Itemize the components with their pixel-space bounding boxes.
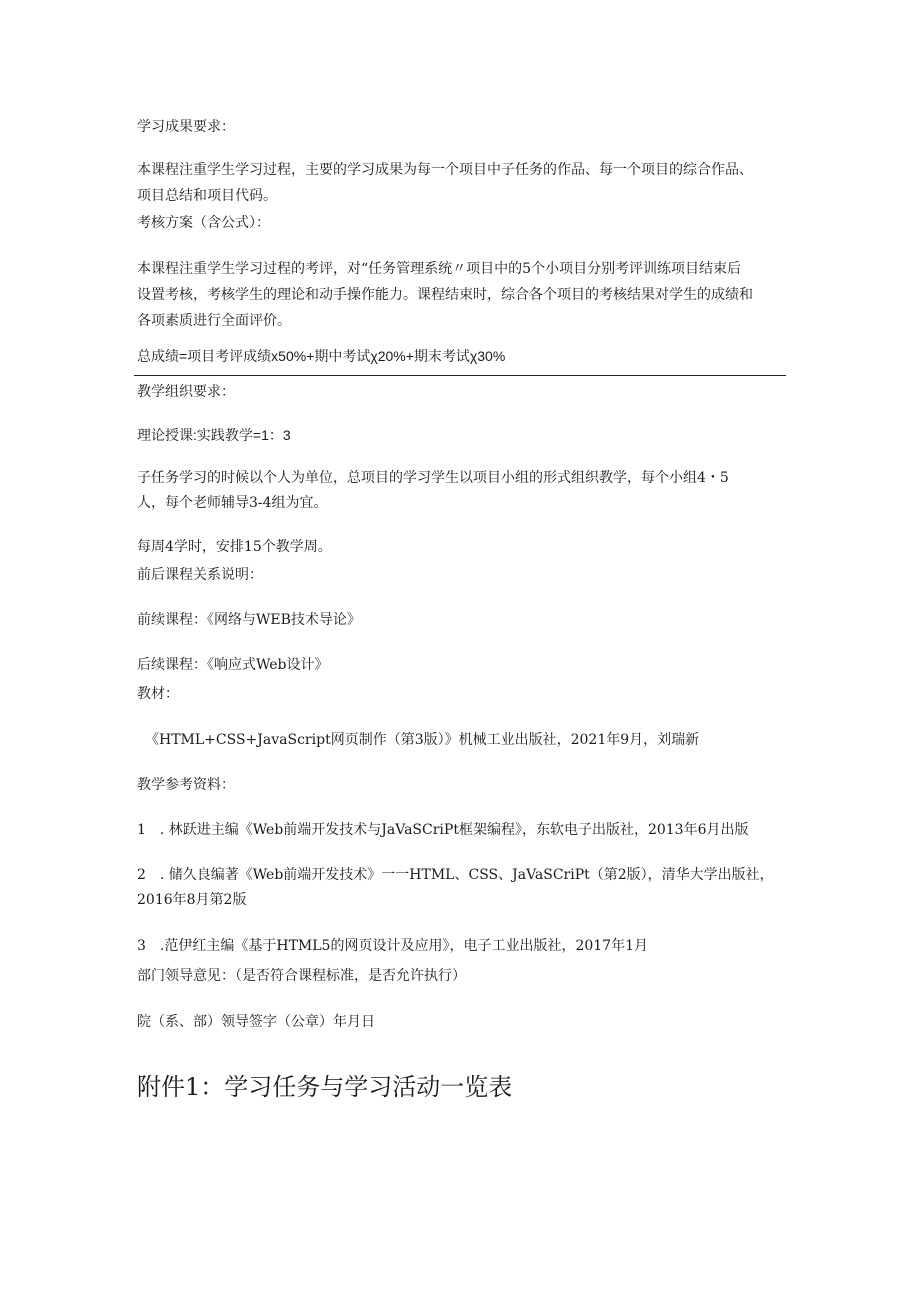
assessment-body-line-3: 各项素质进行全面评价。 <box>137 313 291 329</box>
relations-heading: 前后课程关系说明： <box>137 567 263 583</box>
grade-formula: 总成绩=项目考评成绩x50%+期中考试χ20%+期末考试χ30% <box>137 348 506 364</box>
assessment-heading: 考核方案（含公式）： <box>137 215 270 231</box>
outcomes-heading: 学习成果要求： <box>137 119 235 135</box>
assessment-body-line-2: 设置考核，考核学生的理论和动手操作能力。课程结束时，综合各个项目的考核结果对学生的成绩和 <box>137 287 753 303</box>
references-heading: 教学参考资料： <box>137 777 235 793</box>
appendix-title: 附件1：学习任务与学习活动一览表 <box>137 1073 513 1101</box>
group-line-1: 子任务学习的时候以个人为单位，总项目的学习学生以项目小组的形式组织教学，每个小组4・5 <box>137 470 729 486</box>
reference-item-3: 3 .范伊红主编《基于HTML5的网页设计及应用》，电子工业出版社，2017年1月 <box>137 938 648 954</box>
weekly-schedule: 每周4学时，安排15个教学周。 <box>137 539 332 555</box>
department-opinion: 部门领导意见：（是否符合课程标准，是否允许执行） <box>137 968 466 984</box>
reference-item-1: 1 . 林跃进主编《Web前端开发技术与JaVaSCriPt框架编程》，东软电子出版社，2013年6月出版 <box>137 822 749 838</box>
followup-course: 后续课程：《响应式Web设计》 <box>137 657 329 673</box>
prerequisite-course: 前续课程：《网络与WEB技术导论》 <box>137 612 361 628</box>
reference-item-2-line-2: 2016年8月第2版 <box>137 892 247 908</box>
outcomes-body-line-2: 项目总结和项目代码。 <box>137 188 277 204</box>
textbook-entry: 《HTML+CSS+JavaScript网页制作（第3版）》机械工业出版社，2021年9月，刘瑞新 <box>145 732 700 748</box>
organization-heading: 教学组织要求： <box>137 384 235 400</box>
reference-item-2-line-1: 2 . 储久良编著《Web前端开发技术》一一HTML、CSS、JaVaSCriPt（第2版），清华大学出版社， <box>137 867 774 883</box>
outcomes-body-line-1: 本课程注重学生学习过程，主要的学习成果为每一个项目中子任务的作品、每一个项目的综合作品、 <box>137 162 753 178</box>
group-line-2: 人，每个老师辅导3-4组为宜。 <box>137 495 328 511</box>
leader-signature: 院（系、部）领导签字（公章）年月日 <box>137 1014 375 1030</box>
textbook-heading: 教材： <box>137 686 179 702</box>
teaching-ratio: 理论授课:实践教学=1：3 <box>137 427 291 443</box>
section-divider <box>134 375 786 376</box>
assessment-body-line-1: 本课程注重学生学习过程的考评，对“任务管理系统〃项目中的5个小项目分别考评训练项目结束后 <box>137 261 742 277</box>
